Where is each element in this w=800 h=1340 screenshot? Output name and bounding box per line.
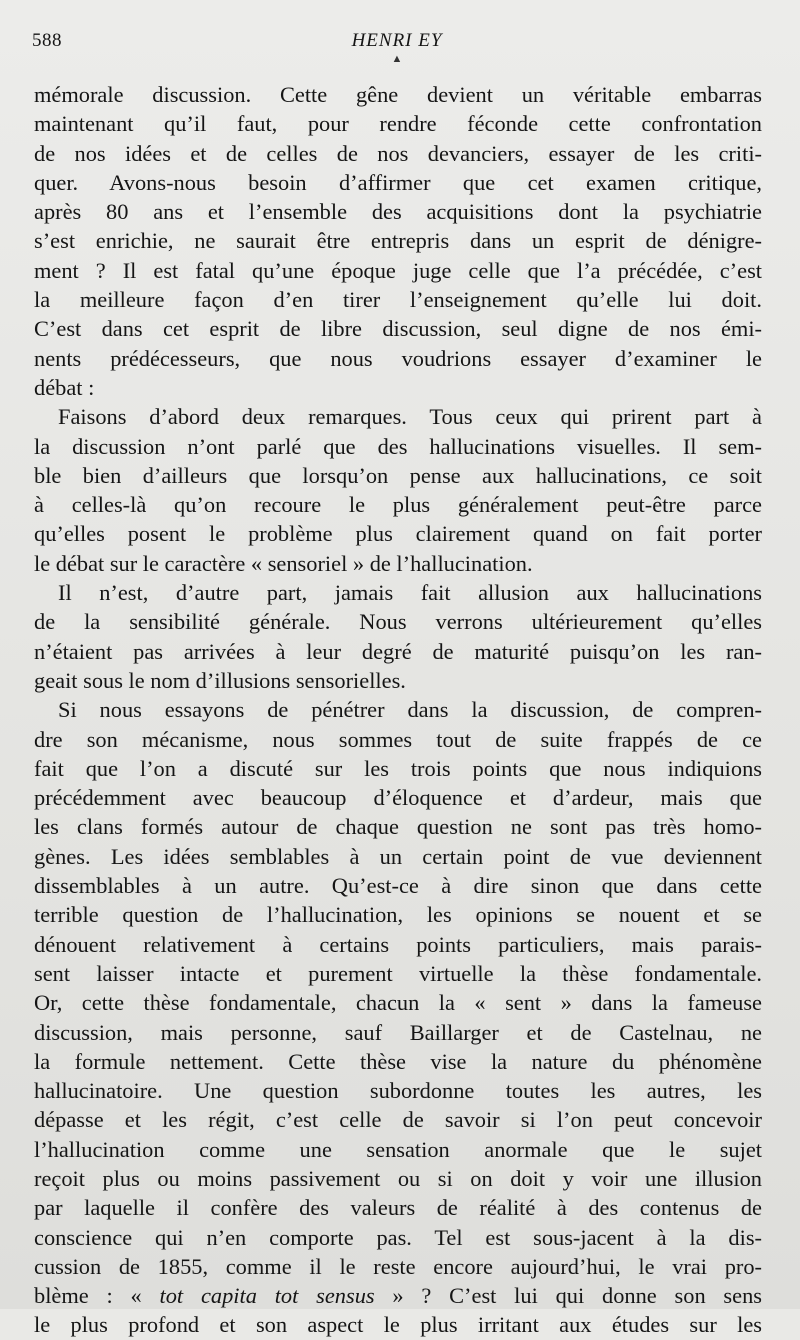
text-line: la meilleure façon d’en tirer l’enseignement qu’elle lui doit.	[34, 287, 762, 313]
text-line: sent laisser intacte et purement virtuelle la thèse fondamentale.	[34, 960, 762, 986]
text-line: les clans formés autour de chaque question ne sont pas très homo-	[34, 814, 762, 840]
text-line: ble bien d’ailleurs que lorsqu’on pense aux hallucinations, ce soit	[34, 462, 762, 488]
text-line: conscience qui n’en comporte pas. Tel est sous-jacent à la dis-	[34, 1224, 762, 1250]
text-line: fait que l’on a discuté sur les trois points que nous indiquions	[34, 755, 762, 781]
body-text	[34, 80, 762, 1340]
text-line: dissemblables à un autre. Qu’est-ce à dire sinon que dans cette	[34, 873, 762, 899]
ornament-mark: ▲	[391, 53, 403, 65]
text-line: Or, cette thèse fondamentale, chacun la « sent » dans la fameuse	[34, 990, 762, 1016]
paragraph-first-line: Si nous essayons de pénétrer dans la discussion, de compren-	[58, 697, 762, 723]
text-line: dre son mécanisme, nous sommes tout de suite frappés de ce	[34, 726, 762, 752]
text-line: précédemment avec beaucoup d’éloquence et d’ardeur, mais que	[34, 785, 762, 811]
text-line: le débat sur le caractère « sensoriel » de l’hallucination.	[34, 550, 533, 576]
text-line: mémorale discussion. Cette gêne devient un véritable embarras	[34, 82, 762, 107]
text-line: geait sous le nom d’illusions sensorielles.	[34, 667, 406, 693]
text-line: à celles-là qu’on recoure le plus généralement peut-être parce	[34, 492, 762, 518]
text-line: gènes. Les idées semblables à un certain point de vue deviennent	[34, 843, 762, 869]
page-number: 588	[32, 30, 62, 51]
text-line: qu’elles posent le problème plus clairement quand on fait porter	[34, 521, 762, 547]
text-line: terrible question de l’hallucination, les opinions se nouent et se	[34, 902, 762, 928]
text-line: par laquelle il confère des valeurs de réalité à des contenus de	[34, 1195, 762, 1221]
running-head: HENRI EY	[351, 30, 443, 51]
text-line: blème : « tot capita tot sensus » ? C’est lui qui donne son sens	[34, 1283, 762, 1309]
text-line: après 80 ans et l’ensemble des acquisitions dont la psychiatrie	[34, 199, 762, 225]
text-line: C’est dans cet esprit de libre discussion, seul digne de nos émi-	[34, 316, 762, 342]
text-line: s’est enrichie, ne saurait être entrepris dans un esprit de dénigre-	[34, 228, 762, 254]
text-line: cussion de 1855, comme il le reste encore aujourd’hui, le vrai pro-	[34, 1253, 762, 1279]
text-line: la formule nettement. Cette thèse vise la nature du phénomène	[34, 1048, 762, 1074]
text-line: de la sensibilité générale. Nous verrons ultérieurement qu’elles	[34, 609, 762, 635]
text-line: quer. Avons-nous besoin d’affirmer que cet examen critique,	[34, 169, 762, 195]
text-line: l’hallucination comme une sensation anormale que le sujet	[34, 1136, 762, 1162]
latin-phrase: tot capita tot sensus	[159, 1283, 375, 1309]
text-line: dépasse et les régit, c’est celle de savoir si l’on peut concevoir	[34, 1107, 762, 1133]
text-line: la discussion n’ont parlé que des hallucinations visuelles. Il sem-	[34, 433, 762, 459]
text-line: reçoit plus ou moins passivement ou si on doit y voir une illusion	[34, 1165, 762, 1191]
text-line: de nos idées et de celles de nos devanciers, essayer de les criti-	[34, 140, 762, 166]
page-header	[32, 30, 762, 65]
text-line: hallucinatoire. Une question subordonne toutes les autres, les	[34, 1078, 762, 1104]
text-line: débat :	[34, 374, 95, 400]
paragraph-first-line: Il n’est, d’autre part, jamais fait allusion aux hallucinations	[58, 580, 762, 606]
paragraph-first-line: Faisons d’abord deux remarques. Tous ceux qui prirent part à	[58, 404, 762, 430]
text-line: dénouent relativement à certains points particuliers, mais parais-	[34, 931, 762, 957]
text-line: discussion, mais personne, sauf Baillarger et de Castelnau, ne	[34, 1019, 762, 1045]
text-line: nents prédécesseurs, que nous voudrions essayer d’examiner le	[34, 345, 762, 371]
text-line: ment ? Il est fatal qu’une époque juge celle que l’a précédée, c’est	[34, 257, 762, 283]
text-line: maintenant qu’il faut, pour rendre féconde cette confrontation	[34, 111, 762, 137]
text-line: n’étaient pas arrivées à leur degré de maturité puisqu’on les ran-	[34, 638, 762, 664]
text-line: le plus profond et son aspect le plus irritant aux études sur les	[34, 1312, 762, 1338]
